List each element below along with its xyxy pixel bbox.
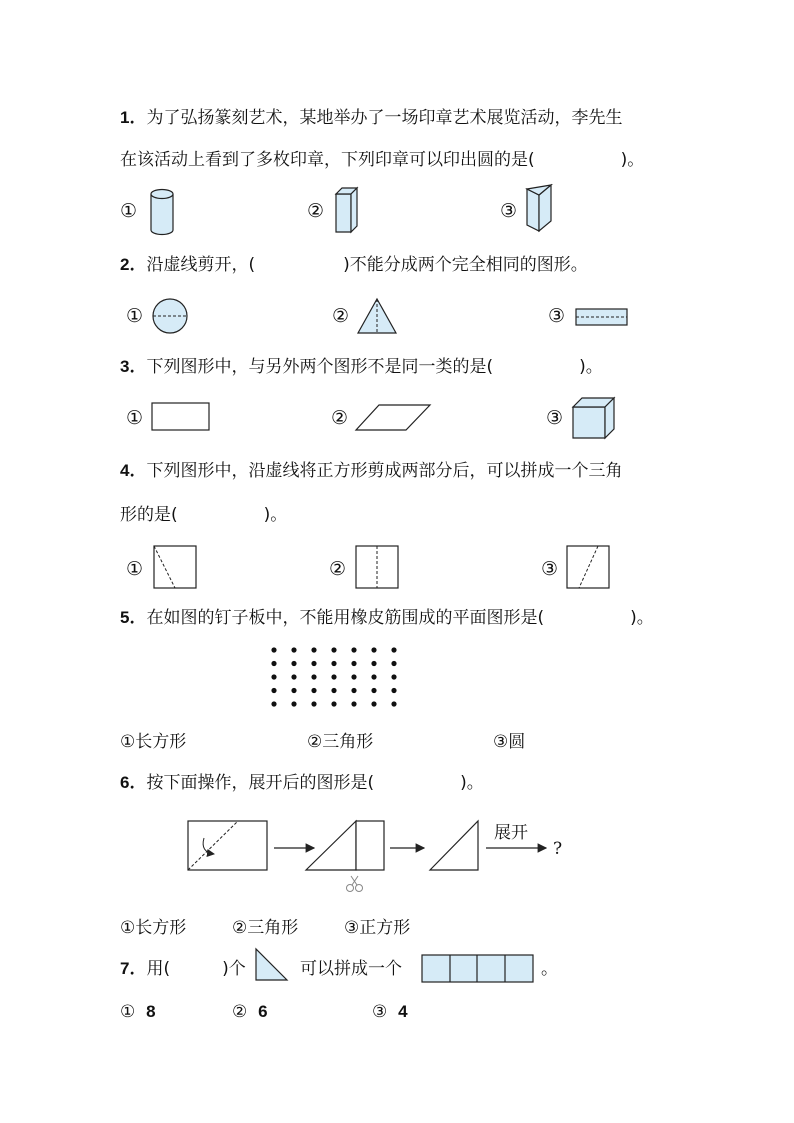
q1-paren-open: ( bbox=[528, 150, 535, 170]
q2-text-b: )不能分成两个完全相同的图形。 bbox=[343, 255, 588, 275]
q3-paren-open: ( bbox=[486, 357, 494, 377]
q1-line1 bbox=[120, 107, 622, 129]
q4-text-line1: 下列图形中，沿虚线将正方形剪成两部分后，可以拼成一个三角 bbox=[146, 461, 623, 481]
q6-option-3[interactable] bbox=[344, 917, 410, 939]
q3-option-3-marker: ③ bbox=[546, 407, 564, 429]
q5-option-2[interactable] bbox=[307, 731, 373, 753]
q1-option-1-marker: ① bbox=[120, 200, 138, 222]
square-vertical-cut-icon[interactable] bbox=[355, 545, 401, 591]
q6-option-3-marker: ③ bbox=[344, 918, 360, 938]
q4-line1 bbox=[120, 460, 622, 482]
peg-dot bbox=[351, 701, 356, 706]
peg-dot bbox=[371, 661, 376, 666]
q5-option-3-label: 圆 bbox=[508, 732, 526, 752]
peg-dot bbox=[271, 688, 276, 693]
q7-option-2-marker: ② bbox=[232, 1002, 248, 1022]
q7-number: 7． bbox=[120, 959, 147, 978]
q2-text-a: 沿虚线剪开，( bbox=[146, 255, 256, 275]
q4-line2 bbox=[120, 504, 287, 526]
fold-rectangle bbox=[188, 821, 267, 870]
peg-dot bbox=[271, 661, 276, 666]
q1-text-line1: 为了弘扬篆刻艺术，某地举办了一场印章艺术展览活动，李先生 bbox=[146, 108, 623, 128]
scissors-icon bbox=[347, 876, 363, 892]
q2-option-2-marker: ② bbox=[332, 305, 350, 327]
q3-paren-close: )。 bbox=[579, 357, 603, 377]
cube-icon[interactable] bbox=[572, 397, 618, 441]
q6-option-1-label: 长方形 bbox=[135, 918, 187, 938]
q7-option-2-label: 6 bbox=[258, 1002, 268, 1021]
q7-text-c: 可以拼成一个 bbox=[300, 959, 402, 979]
peg-dot bbox=[311, 674, 316, 679]
peg-dot bbox=[291, 674, 296, 679]
peg-dot bbox=[311, 688, 316, 693]
q3-number: 3． bbox=[120, 357, 147, 376]
peg-dot bbox=[391, 701, 396, 706]
q6-paren-open: ( bbox=[367, 773, 375, 793]
q7-option-1-label: 8 bbox=[146, 1002, 156, 1021]
q7-option-1-marker: ① bbox=[120, 1002, 136, 1022]
q1-number: 1． bbox=[120, 108, 147, 127]
peg-dot bbox=[371, 674, 376, 679]
peg-dot bbox=[331, 688, 336, 693]
q4-text-line2: 形的是 bbox=[120, 505, 171, 525]
q5-option-1-label: 长方形 bbox=[135, 732, 187, 752]
peg-dot bbox=[331, 661, 336, 666]
rectangle-dashed-icon[interactable] bbox=[575, 308, 629, 328]
peg-dot bbox=[371, 701, 376, 706]
q6-text: 按下面操作，展开后的图形是 bbox=[146, 773, 368, 793]
q1-text-line2: 在该活动上看到了多枚印章，下列印章可以印出圆的是 bbox=[120, 150, 528, 170]
q5-option-1[interactable] bbox=[120, 731, 186, 753]
q4-paren-close: )。 bbox=[263, 505, 288, 525]
cut-triangle bbox=[430, 821, 478, 870]
q7-option-2[interactable] bbox=[232, 1001, 268, 1023]
q6-paren-close: )。 bbox=[460, 773, 484, 793]
peg-dot bbox=[331, 701, 336, 706]
q4-option-1-marker: ① bbox=[126, 558, 144, 580]
q5-line bbox=[120, 607, 654, 629]
q2-option-1-marker: ① bbox=[126, 305, 144, 327]
peg-dot bbox=[311, 647, 316, 652]
q7-option-1[interactable] bbox=[120, 1001, 156, 1023]
q5-paren-open: ( bbox=[537, 608, 545, 628]
q1-line2 bbox=[120, 149, 644, 171]
q7-option-3-label: 4 bbox=[398, 1002, 408, 1021]
peg-dot bbox=[331, 674, 336, 679]
q7-option-3-marker: ③ bbox=[372, 1002, 388, 1022]
q1-paren-close: )。 bbox=[620, 150, 645, 170]
square-slanted-cut-icon[interactable] bbox=[566, 545, 612, 591]
peg-dot bbox=[391, 674, 396, 679]
q5-option-2-label: 三角形 bbox=[322, 732, 374, 752]
q6-option-1-marker: ① bbox=[120, 918, 136, 938]
q5-option-2-marker: ② bbox=[307, 732, 323, 752]
peg-dot bbox=[371, 688, 376, 693]
q6-line bbox=[120, 772, 484, 794]
q6-option-2-label: 三角形 bbox=[247, 918, 299, 938]
peg-dot bbox=[311, 661, 316, 666]
q6-option-1[interactable] bbox=[120, 917, 186, 939]
small-triangle-icon bbox=[254, 947, 290, 983]
peg-dot bbox=[331, 647, 336, 652]
peg-dot bbox=[391, 688, 396, 693]
peg-dot bbox=[271, 674, 276, 679]
peg-dot bbox=[351, 688, 356, 693]
peg-dot bbox=[371, 647, 376, 652]
q7-text-d: 。 bbox=[541, 959, 558, 979]
peg-dot bbox=[271, 701, 276, 706]
q3-option-1-marker: ① bbox=[126, 407, 144, 429]
peg-dot bbox=[291, 688, 296, 693]
peg-dot bbox=[351, 647, 356, 652]
peg-dot bbox=[291, 701, 296, 706]
peg-dot bbox=[291, 647, 296, 652]
q4-option-2-marker: ② bbox=[329, 558, 347, 580]
peg-dot bbox=[351, 661, 356, 666]
peg-dot bbox=[391, 647, 396, 652]
four-squares-strip-icon bbox=[421, 954, 535, 984]
peg-dot bbox=[391, 661, 396, 666]
q4-number: 4． bbox=[120, 461, 147, 480]
peg-dot bbox=[271, 647, 276, 652]
square-prism-stamp-icon[interactable] bbox=[334, 186, 364, 236]
q4-option-3-marker: ③ bbox=[541, 558, 559, 580]
cylinder-stamp-icon[interactable] bbox=[148, 186, 178, 238]
q6-option-2[interactable] bbox=[232, 917, 298, 939]
triangle-dashed-icon[interactable] bbox=[357, 298, 399, 336]
q7-text-a: 用( bbox=[146, 959, 171, 979]
q3-line bbox=[120, 356, 603, 378]
q2-option-3-marker: ③ bbox=[548, 305, 566, 327]
q5-text: 在如图的钉子板中，不能用橡皮筋围成的平面图形是 bbox=[146, 608, 538, 628]
q5-option-1-marker: ① bbox=[120, 732, 136, 752]
q7-option-3[interactable] bbox=[372, 1001, 408, 1023]
q5-option-3-marker: ③ bbox=[493, 732, 509, 752]
q2-line bbox=[120, 254, 588, 276]
q7-line-a bbox=[120, 958, 246, 980]
peg-dot bbox=[311, 701, 316, 706]
q5-paren-close: )。 bbox=[630, 608, 654, 628]
parallelogram-icon[interactable] bbox=[355, 404, 433, 432]
unfold-label: 展开 bbox=[494, 823, 528, 843]
q5-number: 5． bbox=[120, 608, 147, 627]
q6-option-3-label: 正方形 bbox=[359, 918, 411, 938]
pegboard-figure bbox=[266, 644, 402, 712]
q1-option-3-marker: ③ bbox=[500, 200, 518, 222]
unfold-question-mark: ? bbox=[553, 839, 563, 859]
q4-paren-open: ( bbox=[171, 505, 178, 525]
rectangle-icon[interactable] bbox=[151, 402, 211, 432]
peg-dot bbox=[351, 674, 356, 679]
folded-strip bbox=[356, 821, 384, 870]
q2-number: 2． bbox=[120, 255, 147, 274]
q6-number: 6． bbox=[120, 773, 147, 792]
q6-option-2-marker: ② bbox=[232, 918, 248, 938]
q3-text: 下列图形中，与另外两个图形不是同一类的是 bbox=[146, 357, 487, 377]
folded-triangle bbox=[306, 821, 356, 870]
q3-option-2-marker: ② bbox=[331, 407, 349, 429]
peg-dot bbox=[291, 661, 296, 666]
q5-option-3[interactable] bbox=[493, 731, 525, 753]
triangular-prism-stamp-icon[interactable] bbox=[525, 183, 557, 235]
circle-dashed-icon[interactable] bbox=[152, 298, 190, 336]
square-diagonal-cut-icon[interactable] bbox=[153, 545, 199, 591]
q1-option-2-marker: ② bbox=[307, 200, 325, 222]
q7-text-b: )个 bbox=[222, 959, 246, 979]
